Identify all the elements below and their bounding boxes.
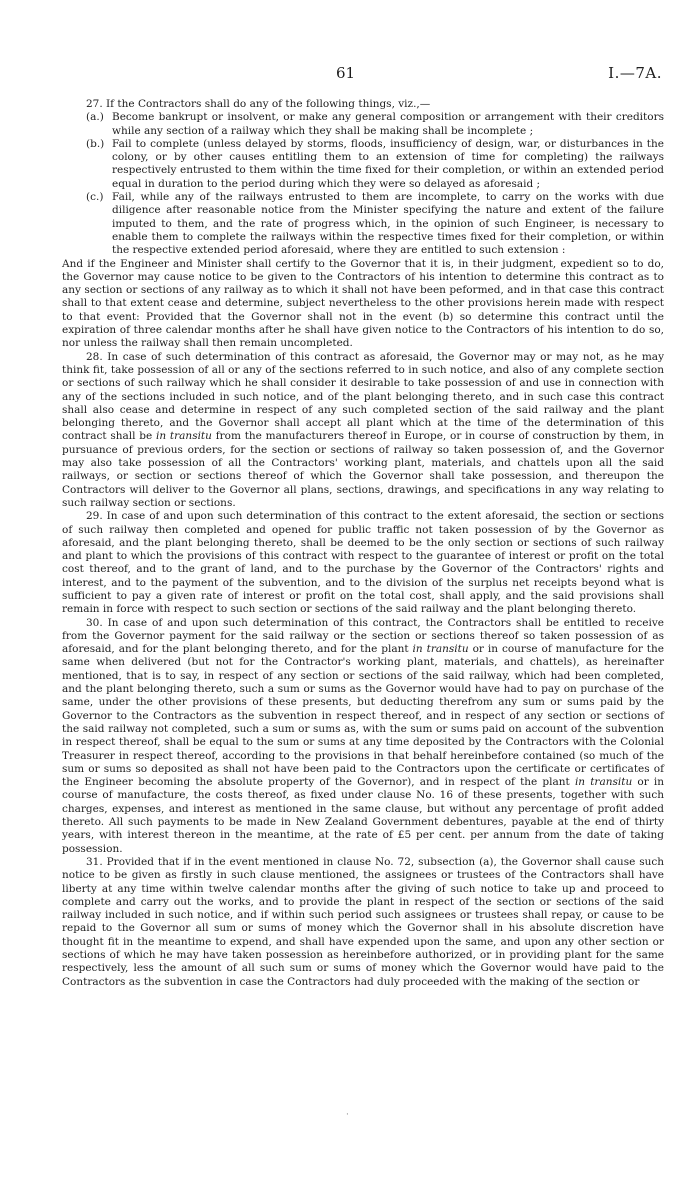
page-number: 61 [336, 64, 356, 82]
item-label: (a.) [86, 111, 104, 124]
clause-27-items [62, 111, 664, 257]
clause-30-part-3: or in course of manufacture, the costs thereof, as fixed under clause No. 16 of these presents, together with such charges, expenses, and interest as mentioned in the same clause, but without any percentage of profit added thereto. All such payments to be made in New Zealand Government debentures, payable at the end of thirty years, with interest thereon in the meantime, at the rate of £5 per cent. per annum from the date of taking possession. [62, 776, 665, 855]
clause-27-item-a [86, 111, 664, 138]
clause-27-item-c [86, 191, 664, 257]
document-reference: I.—7A. [608, 64, 662, 82]
clause-30-italic-2: in transitu [574, 776, 633, 789]
clause-27-conclusion: And if the Engineer and Minister shall certify to the Governor that it is, in their judgment, expedient so to do, the Governor may cause notice to be given to the Contractors of his intention to determine this contract as to any section or sections of any railway as to which it shall not have been peformed, and in that case this contract shall to that extent cease and determine, subject nevertheless to the other provisions herein made with respect to that event: Provided that the Governor shall not in the event (b) so determine this contract until the expiration of three calendar months after he shall have given notice to the Contractors of his intention to do so, nor unless the railway shall then remain uncompleted. [62, 257, 664, 350]
item-label: (c.) [86, 191, 104, 204]
clause-30-part-2: or in course of manufacture for the same when delivered (but not for the Contractor's working plant, materials, and chattels), as hereinafter mentioned, that is to say, in respect of any section or sections of the said railway, which had been completed, and the plant belonging thereto, such a sum or sums as the Governor would have had to pay on purchase of the same, under the other provisions of these presents, but deducting therefrom any sum or sums paid by the Governor to the Contractors as the subvention in respect thereof, and in respect of any section or sections of the said railway not completed, such a sum or sums as, with the sum or sums paid on account of the subvention in respect thereof, shall be equal to the sum or sums at any time deposited by the Contractors with the Colonial Treasurer in respect thereof, according to the provisions in that behalf hereinbefore contained (so much of the sum or sums so deposited as shall not have been paid to the Contractors upon the certificate or certificates of the Engineer becoming the absolute property of the Governor), and in respect of the plant [62, 643, 665, 789]
item-text: Fail, while any of the railways entrusted to them are incomplete, to carry on the works with due diligence after reasonable notice from the Minister specifying the nature and extent of the failure imputed to them, and the rate of progress which, in the opinion of such Engineer, is necessary to enable them to complete the railways within the respective times fixed for their completion, or within the respective extended period aforesaid, where they are entitled to such extension : [112, 191, 664, 257]
clause-31: 31. Provided that if in the event mentioned in clause No. 72, subsection (a), the Governor shall cause such notice to be given as firstly in such clause mentioned, the assignees or trustees of the Contractors shall have liberty at any time within twelve calendar months after the giving of such notice to take up and proceed to complete and carry out the works, and to provide the plant in respect of the section or sections of the said railway included in such notice, and if within such period such assignees or trustees shall repay, or cause to be repaid to the Governor all sum or sums of money which the Governor shall in his absolute discretion have thought fit in the meantime to expend, and shall have expended upon the same, and upon any other section or sections of which he may have taken possession as hereinbefore authorized, or in providing plant for the same respectively, less the amount of all such sum or sums of money which the Governor would have paid to the Contractors as the subvention in case the Contractors had duly proceeded with the making of the section or [62, 855, 664, 988]
clause-28-italic-1: in transitu [156, 430, 212, 443]
clause-28 [62, 351, 664, 511]
footer-mark: · [346, 1110, 349, 1120]
item-text: Become bankrupt or insolvent, or make any general composition or arrangement with their creditors while any section of a railway which they shall be making shall be incomplete ; [112, 111, 664, 137]
clause-30-italic-1: in transitu [412, 643, 469, 656]
clause-28-part-2: from the manufacturers thereof in Europe, or in course of construction by them, in pursuance of previous orders, for the section or sections of railway so taken possession of, and the Governor may also take possession of all the Contractors' working plant, materials, and chattels upon all the said railways, or section or sections thereof of which the Governor shall take possession, and thereupon the Contractors will deliver to the Governor all plans, sections, drawings, and specifications in any way relating to such railway section or sections. [62, 430, 664, 509]
clause-30-part-1: 30. In case of and upon such determination of this contract, the Contractors shall be entitled to receive from the Governor payment for the said railway or the section or sections thereof so taken possession of as aforesaid, and for the plant belonging thereto, and for the plant [62, 616, 664, 656]
item-label: (b.) [86, 137, 105, 150]
clause-28-part-1: 28. In case of such determination of this contract as aforesaid, the Governor may or may not, as he may think fit, take possession of all or any of the sections referred to in such notice, and also of any complete section or sections of such railway which he shall consider it desirable to take possession of and use in connection with any of the sections included in such notice, and of the plant belonging thereto, and in such case this contract shall also cease and determine in respect of any such completed section of the said railway and the plant belonging thereto, and the Governor shall accept all plant which at the time of the determination of this contract shall be [62, 350, 664, 443]
item-text: Fail to complete (unless delayed by storms, floods, insufficiency of design, war, or disturbances in the colony, or by other causes entitling them to an extension of time for completing) the railways respectively entrusted to them within the time fixed for their completion, or within an extended period equal in duration to the period during which they were so delayed as aforesaid ; [112, 137, 664, 190]
clause-29: 29. In case of and upon such determination of this contract to the extent aforesaid, the section or sections of such railway then completed and opened for public traffic not taken possession of by the Governor as aforesaid, and the plant belonging thereto, shall be deemed to be the only section or sections of such railway and plant to which the provisions of this contract with respect to the guarantee of interest or profit on the total cost thereof, and to the grant of land, and to the purchase by the Governor of the Contractors' rights and interest, and to the payment of the subvention, and to the division of the surplus net receipts beyond what is sufficient to pay a given rate of interest or profit on the total cost, shall apply, and the said provisions shall remain in force with respect to such section or sections of the said railway and the plant belonging thereto. [62, 510, 664, 616]
body-text [62, 98, 664, 989]
clause-27-item-b [86, 138, 664, 191]
page-header [0, 64, 700, 84]
clause-30 [62, 617, 664, 856]
clause-27-intro: 27. If the Contractors shall do any of the following things, viz.,— [86, 98, 431, 110]
